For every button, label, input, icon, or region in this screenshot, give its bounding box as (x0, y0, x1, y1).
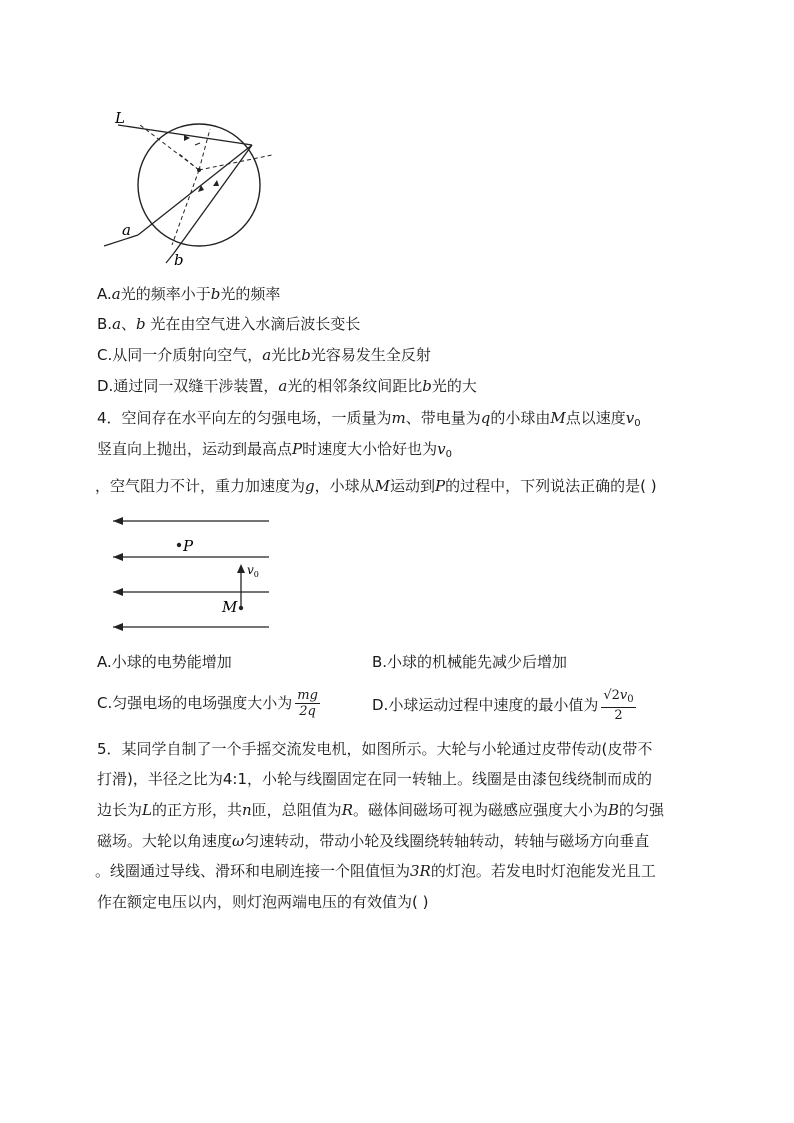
label-b: b (174, 251, 184, 269)
q5-line-1: 5．某同学自制了一个手摇交流发电机，如图所示。大轮与小轮通过皮带传动(皮带不 (97, 740, 653, 758)
fraction-mg-2q: $\frac{mg}{2q}$ (297, 688, 318, 719)
label-v0: $v_0$ (247, 563, 259, 579)
q4-option-a: A.小球的电势能增加 (97, 653, 232, 671)
q3-option-b: B.a、b 光在由空气进入水滴后波长变长 (97, 315, 361, 333)
q4-option-b: B.小球的机械能先减少后增加 (372, 653, 568, 671)
water-drop-figure (100, 105, 290, 270)
label-L: L (115, 109, 125, 127)
q5-line-4: 磁场。大轮以角速度ω匀速转动，带动小轮及线圈绕转轴转动，转轴与磁场方向垂直 (97, 832, 650, 850)
label-M: M (222, 598, 238, 616)
q4-option-c: C.匀强电场的电场强度大小为 $\frac{mg}{2q}$ (97, 688, 318, 719)
q3-option-a: A.a光的频率小于b光的频率 (97, 285, 281, 303)
q4-line-1: 4．空间存在水平向左的匀强电场，一质量为m、带电量为q的小球由M点以速度$v_0$ (97, 409, 641, 429)
label-P: P (183, 537, 194, 555)
fraction-sqrt2-v0-2: $\frac{√2v_0}{2}$ (603, 688, 634, 723)
electric-field-figure (105, 510, 280, 640)
q3-option-d: D.通过同一双缝干涉装置，a光的相邻条纹间距比b光的大 (97, 377, 477, 395)
q4-option-d: D.小球运动过程中速度的最小值为 $\frac{√2v_0}{2}$ (372, 688, 634, 723)
q5-line-2: 打滑)，半径之比为4:1，小轮与线圈固定在同一转轴上。线圈是由漆包线绕制而成的 (97, 770, 652, 788)
q5-line-3: 边长为L的正方形，共n匝，总阻值为R。磁体间磁场可视为磁感应强度大小为B的匀强 (97, 801, 665, 819)
q4-line-2: 竖直向上抛出，运动到最高点P时速度大小恰好也为$v_0$ (97, 440, 452, 460)
q4-line-3: ，空气阻力不计，重力加速度为g，小球从M运动到P的过程中，下列说法正确的是( ) (95, 477, 657, 495)
q5-line-6: 作在额定电压以内，则灯泡两端电压的有效值为( ) (97, 893, 429, 911)
q5-line-5: 。线圈通过导线、滑环和电刷连接一个阻值恒为3R的灯泡。若发电时灯泡能发光且工 (95, 862, 656, 880)
q3-option-c: C.从同一介质射向空气，a光比b光容易发生全反射 (97, 346, 431, 364)
label-a: a (122, 221, 131, 239)
